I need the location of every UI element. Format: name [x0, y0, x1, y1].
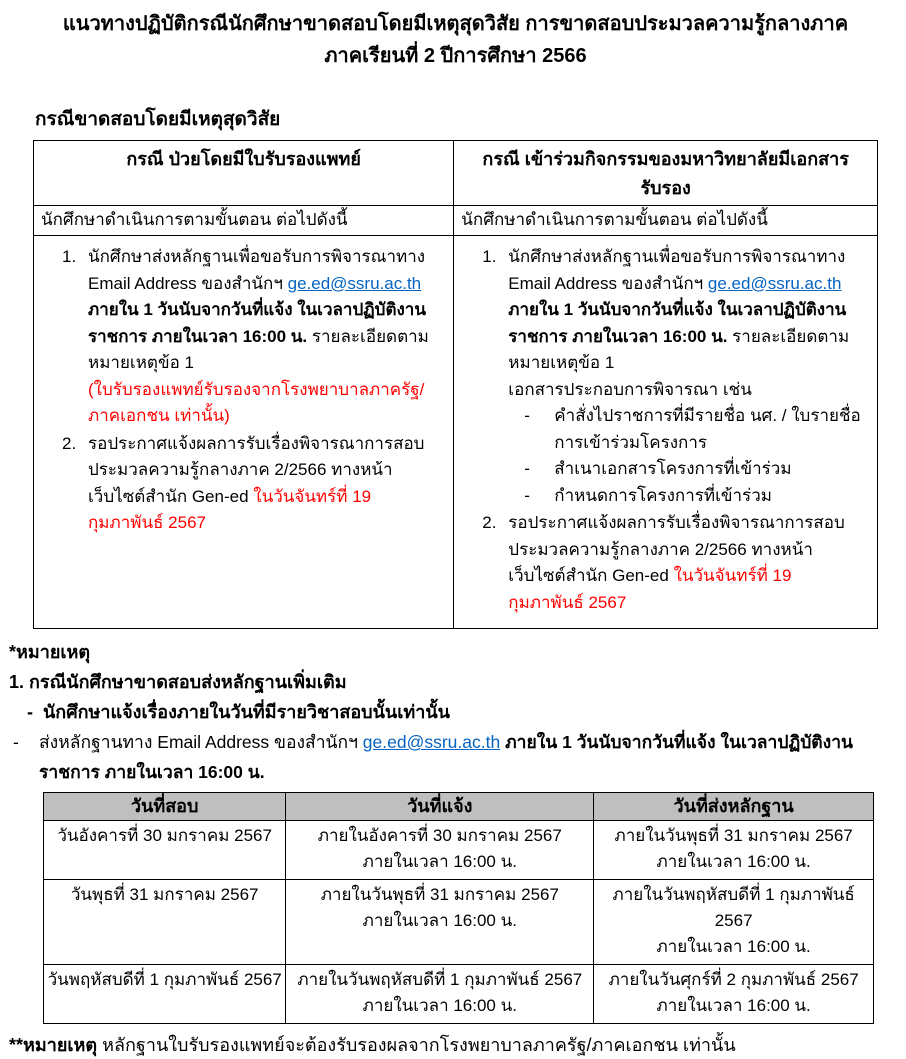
- submit-date-line2: ภายในเวลา 16:00 น.: [656, 852, 811, 871]
- case-header-medical: กรณี ป่วยโดยมีใบรับรองแพทย์: [34, 141, 454, 206]
- note-bullet-1: [27, 697, 878, 727]
- case-medical-cell: [34, 236, 454, 629]
- bullet-dash: -: [27, 702, 33, 722]
- notify-date-line2: ภายในเวลา 16:00 น.: [362, 852, 517, 871]
- exam-date-cell: วันพุธที่ 31 มกราคม 2567: [44, 880, 286, 965]
- deadline-text: ภายใน 1 วันนับจากวันที่แจ้ง ในเวลาปฏิบัติงานราชการ ภายในเวลา 16:00 น.: [88, 300, 426, 346]
- schedule-header-submit-date: วันที่ส่งหลักฐาน: [594, 793, 874, 821]
- list-text: [88, 244, 447, 430]
- footer-note-text: หลักฐานใบรับรองแพทย์จะต้องรับรองผลจากโรงพยาบาลภาครัฐ/ภาคเอกชน เท่านั้น: [97, 1035, 736, 1055]
- case-table-header-row: [34, 141, 878, 206]
- bullet-text: สำเนาเอกสารโครงการที่เข้าร่วม: [554, 459, 792, 478]
- step-text-rest: รายละเอียดตามหมายเหตุข้อ 1: [88, 326, 429, 372]
- notify-date-cell: [286, 965, 594, 1024]
- note-step-text: ส่งหลักฐานทาง Email Address ของสำนักฯ: [39, 732, 363, 752]
- email-link[interactable]: ge.ed@ssru.ac.th: [287, 273, 422, 293]
- bullet-dash: -: [524, 485, 530, 505]
- submit-date-line2: ภายในเวลา 16:00 น.: [656, 996, 811, 1015]
- submit-date-cell: [594, 880, 874, 965]
- email-link[interactable]: ge.ed@ssru.ac.th: [362, 732, 501, 752]
- doc-bullet-3: [522, 483, 869, 510]
- announcement-text: รอประกาศแจ้งผลการรับเรื่องพิจารณาการสอบประมวลความรู้กลางภาค 2/2566 ทางหน้าเว็บไซต์สำนัก Gen-ed: [88, 433, 425, 506]
- note-bullet-2-text: [39, 727, 878, 787]
- submit-date-cell: [594, 821, 874, 880]
- notify-date-line1: ภายในวันพฤหัสบดีที่ 1 กุมภาพันธ์ 2567: [297, 970, 583, 989]
- notify-date-line2: ภายในเวลา 16:00 น.: [362, 996, 517, 1015]
- notify-date-line2: ภายในเวลา 16:00 น.: [362, 911, 517, 930]
- exam-date-cell: วันพฤหัสบดีที่ 1 กุมภาพันธ์ 2567: [44, 965, 286, 1024]
- exam-date-cell: วันอังคารที่ 30 มกราคม 2567: [44, 821, 286, 880]
- list-item-1: [40, 244, 447, 430]
- list-item-1: [460, 244, 871, 509]
- case-subheader-left: นักศึกษาดำเนินการตามขั้นตอน ต่อไปดังนี้: [34, 206, 454, 236]
- title-line-1: แนวทางปฏิบัติกรณีนักศึกษาขาดสอบโดยมีเหตุสุดวิสัย การขาดสอบประมวลความรู้กลางภาค: [62, 13, 849, 35]
- notes-heading: *หมายเหตุ: [9, 642, 91, 662]
- title-line-2: ภาคเรียนที่ 2 ปีการศึกษา 2566: [324, 45, 587, 67]
- case-table-subheader-row: [34, 206, 878, 236]
- bullet-dash: -: [13, 732, 19, 752]
- submit-date-cell: [594, 965, 874, 1024]
- footer-note: [9, 1031, 878, 1059]
- schedule-header-notify-date: วันที่แจ้ง: [286, 793, 594, 821]
- list-text: [508, 510, 871, 616]
- notes-section: [9, 637, 878, 787]
- document-title: [33, 8, 878, 72]
- list-text: [88, 431, 447, 537]
- bullet-text: คำสั่งไปราชการที่มีรายชื่อ นศ. / ใบรายชื่อการเข้าร่วมโครงการ: [554, 406, 861, 452]
- bullet-text: กำหนดการโครงการที่เข้าร่วม: [554, 485, 772, 505]
- footer-note-label: **หมายเหตุ: [9, 1035, 98, 1055]
- bullet-dash: -: [524, 459, 530, 478]
- list-item-2: [40, 431, 447, 537]
- submit-date-line1: ภายในวันพุธที่ 31 มกราคม 2567: [614, 826, 853, 845]
- list-number: 2.: [62, 433, 77, 453]
- note-bullet-2: [13, 727, 878, 787]
- case-activity-cell: [454, 236, 878, 629]
- case-table-content-row: [34, 236, 878, 629]
- schedule-header-exam-date: วันที่สอบ: [44, 793, 286, 821]
- list-text: [508, 244, 871, 509]
- notify-date-cell: [286, 821, 594, 880]
- supporting-docs-intro: เอกสารประกอบการพิจารณา เช่น: [508, 379, 752, 399]
- notify-date-cell: [286, 880, 594, 965]
- schedule-row-1: [44, 821, 874, 880]
- list-number: 2.: [482, 513, 497, 532]
- list-number: 1.: [482, 247, 497, 266]
- case-subheader-right: นักศึกษาดำเนินการตามขั้นตอน ต่อไปดังนี้: [454, 206, 878, 236]
- announcement-date: ในวันจันทร์ที่ 19 กุมภาพันธ์ 2567: [88, 486, 372, 532]
- submit-date-line1: ภายในวันพฤหัสบดีที่ 1 กุมภาพันธ์ 2567: [612, 885, 855, 930]
- case-header-activity: กรณี เข้าร่วมกิจกรรมของมหาวิทยาลัยมีเอกสารรับรอง: [454, 141, 878, 206]
- step-text: นักศึกษาส่งหลักฐานเพื่อขอรับการพิจารณาทาง Email Address ของสำนักฯ: [88, 247, 426, 293]
- submit-date-line1: ภายในวันศุกร์ที่ 2 กุมภาพันธ์ 2567: [608, 970, 859, 989]
- bullet-dash: -: [524, 406, 530, 425]
- notify-date-line1: ภายในอังคารที่ 30 มกราคม 2567: [317, 826, 562, 845]
- doc-bullet-2: [522, 456, 869, 483]
- deadline-text: ภายใน 1 วันนับจากวันที่แจ้ง ในเวลาปฏิบัติงานราชการ ภายในเวลา 16:00 น.: [508, 300, 847, 346]
- schedule-header-row: [44, 793, 874, 821]
- section-heading: กรณีขาดสอบโดยมีเหตุสุดวิสัย: [35, 109, 281, 130]
- announcement-date: ในวันจันทร์ที่ 19 กุมภาพันธ์ 2567: [508, 566, 792, 612]
- list-number: 1.: [62, 247, 77, 266]
- note-bullet-1-text: นักศึกษาแจ้งเรื่องภายในวันที่มีรายวิชาสอบนั้นเท่านั้น: [43, 702, 450, 722]
- note-deadline-text: ภายใน 1 วันนับจากวันที่แจ้ง ในเวลาปฏิบัติงานราชการ ภายในเวลา 16:00 น.: [39, 732, 853, 782]
- doc-bullet-1: [522, 403, 869, 456]
- schedule-row-2: [44, 880, 874, 965]
- notify-date-line1: ภายในวันพุธที่ 31 มกราคม 2567: [320, 885, 559, 904]
- step-text-rest: รายละเอียดตามหมายเหตุข้อ 1: [508, 326, 850, 372]
- medical-certificate-note: (ใบรับรองแพทย์รับรองจากโรงพยาบาลภาครัฐ/ภาคเอกชน เท่านั้น): [88, 379, 425, 425]
- note-item-1-title: 1. กรณีนักศึกษาขาดสอบส่งหลักฐานเพิ่มเติม: [9, 672, 347, 692]
- email-link[interactable]: ge.ed@ssru.ac.th: [707, 273, 842, 293]
- announcement-text: รอประกาศแจ้งผลการรับเรื่องพิจารณาการสอบประมวลความรู้กลางภาค 2/2566 ทางหน้าเว็บไซต์สำนัก Gen-ed: [508, 513, 845, 585]
- list-item-2: [460, 510, 871, 616]
- submit-date-line2: ภายในเวลา 16:00 น.: [656, 937, 811, 956]
- case-table: [33, 140, 878, 629]
- schedule-row-3: [44, 965, 874, 1024]
- schedule-table: [43, 792, 874, 1024]
- step-text: นักศึกษาส่งหลักฐานเพื่อขอรับการพิจารณาทาง Email Address ของสำนักฯ: [508, 247, 846, 293]
